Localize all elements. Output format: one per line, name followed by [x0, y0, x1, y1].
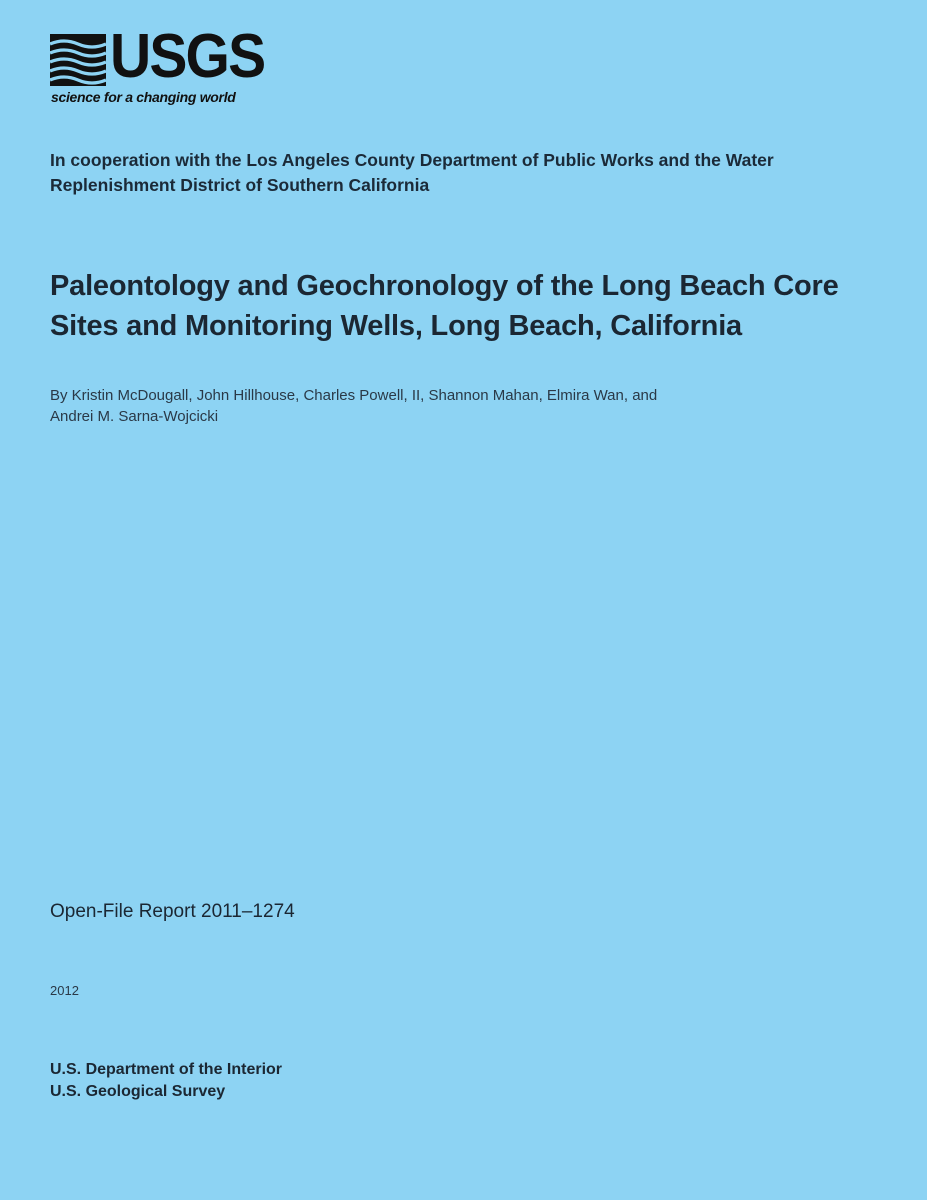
survey-name: U.S. Geological Survey [50, 1083, 226, 1100]
authors [50, 385, 810, 427]
report-title-line: Paleontology and Geochronology of the Long Beach Core [50, 270, 839, 302]
report-number: Open-File Report 2011–1274 [50, 901, 295, 922]
department-name: U.S. Department of the Interior [50, 1061, 283, 1078]
report-title-line: Sites and Monitoring Wells, Long Beach, California [50, 310, 742, 342]
agency-block [50, 1059, 282, 1103]
usgs-tagline: science for a changing world [51, 89, 236, 105]
authors-line: Andrei M. Sarna-Wojcicki [50, 408, 219, 425]
usgs-wave-icon [50, 34, 106, 86]
publication-year: 2012 [50, 983, 79, 998]
usgs-logo [50, 22, 280, 112]
usgs-wordmark: USGS [110, 22, 265, 91]
report-title [50, 266, 910, 346]
authors-line: By Kristin McDougall, John Hillhouse, Charles Powell, II, Shannon Mahan, Elmira Wan, and [50, 387, 658, 404]
cooperation-statement: In cooperation with the Los Angeles County Department of Public Works and the Water Replenishment District of Southern California [50, 150, 774, 195]
